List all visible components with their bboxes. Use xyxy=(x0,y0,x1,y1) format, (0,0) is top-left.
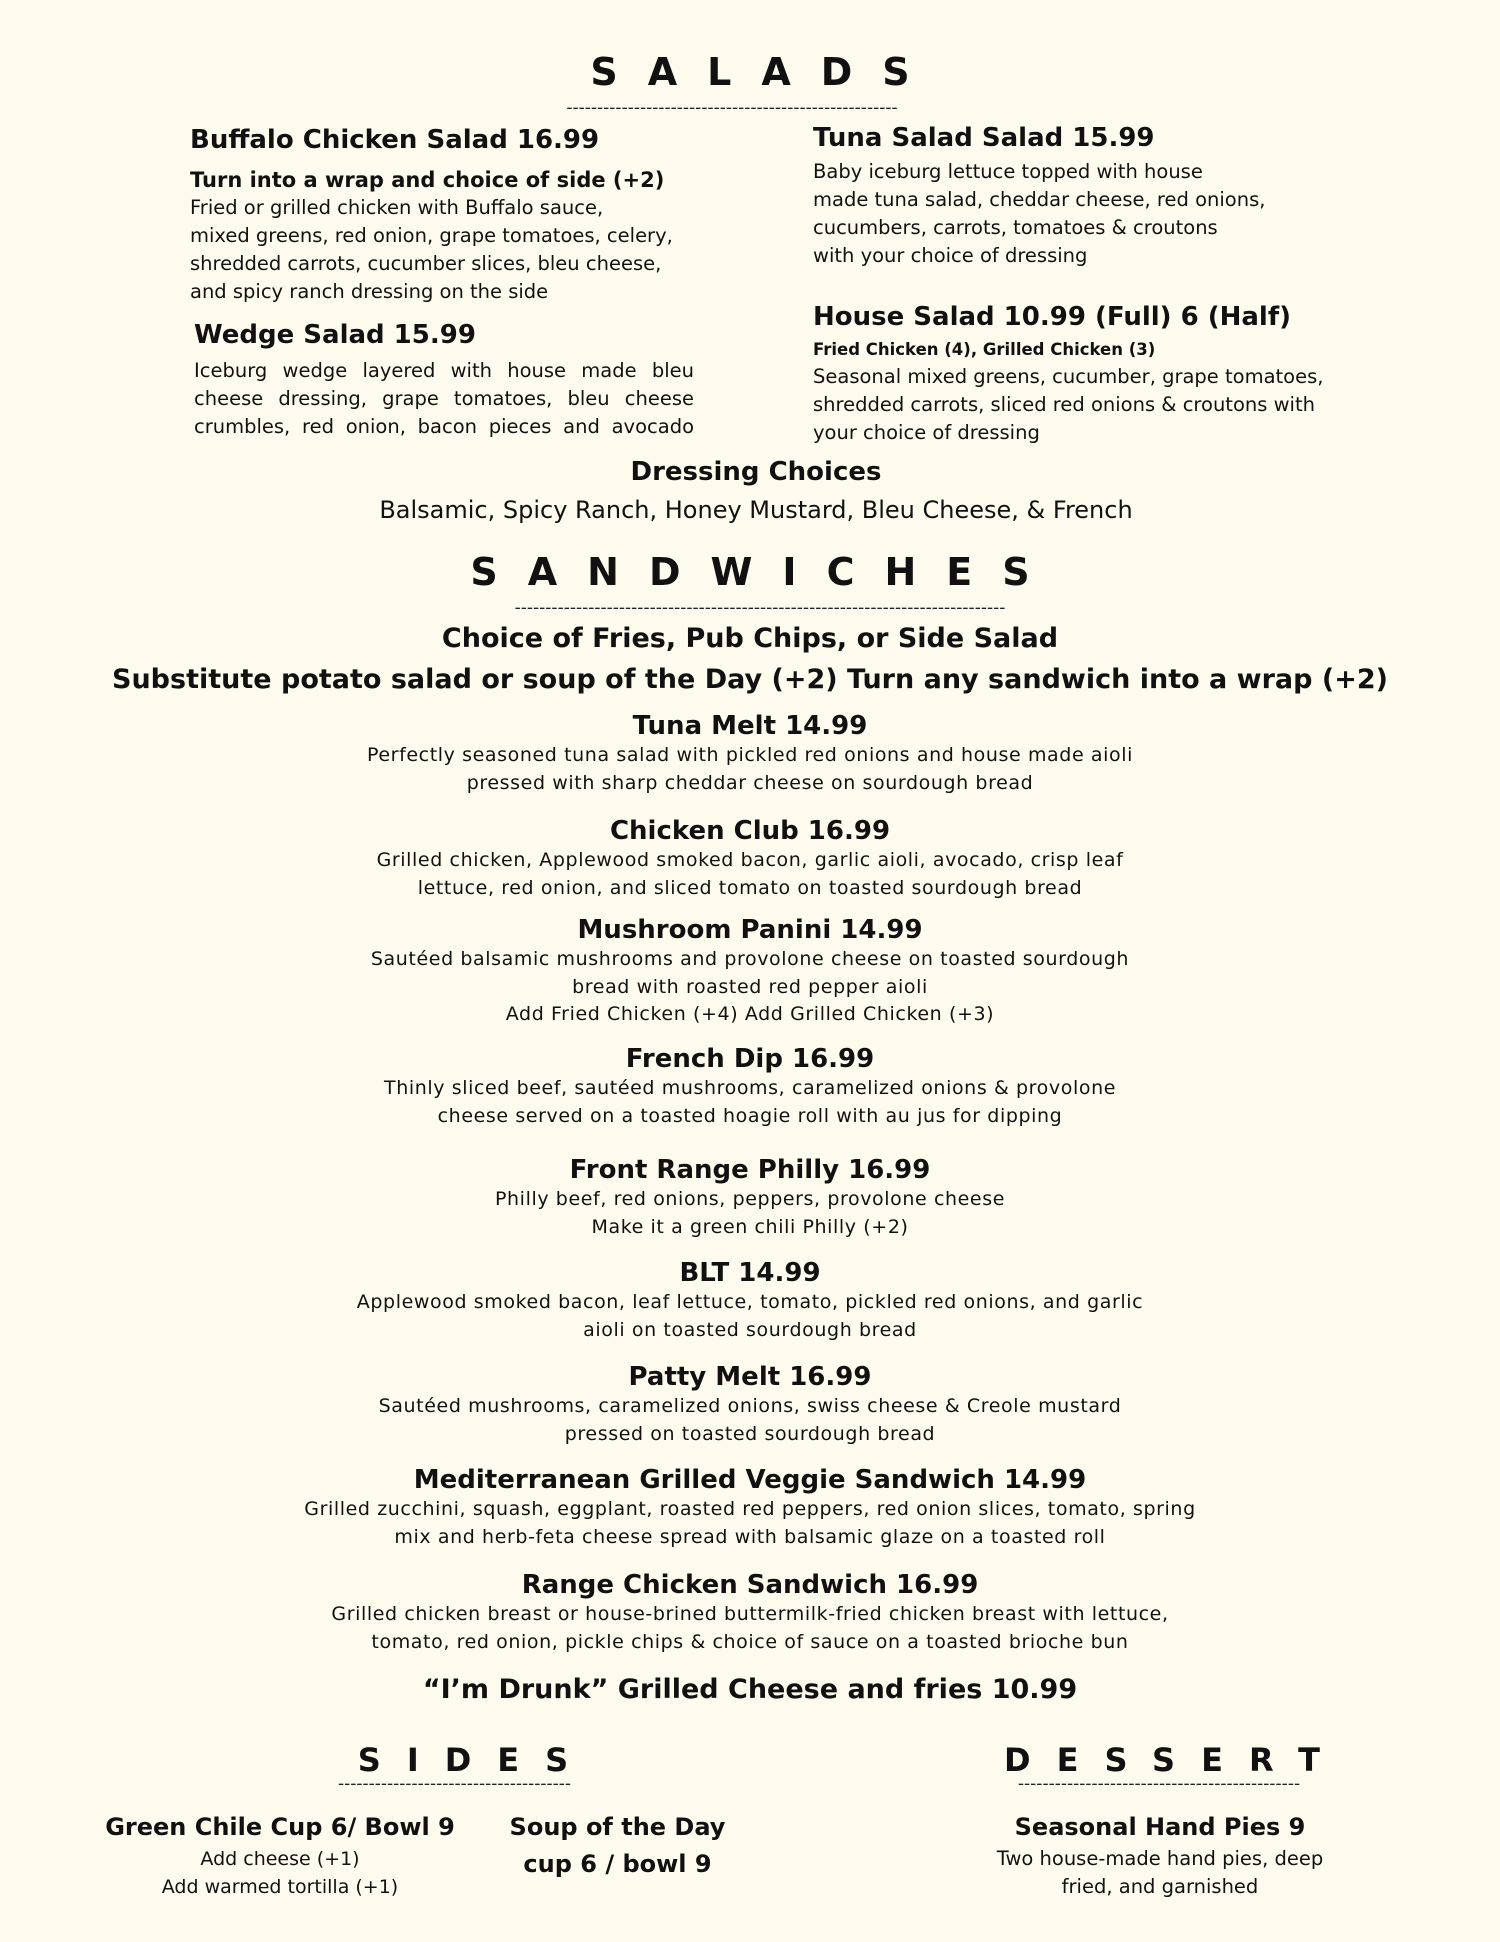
sandwich-range-chicken xyxy=(0,1569,1500,1656)
sandwich-desc-line: cheese served on a toasted hoagie roll with au jus for dipping xyxy=(437,1104,1063,1127)
salad-desc-line: cucumbers, carrots, tomatoes & croutons xyxy=(813,216,1218,239)
sandwich-desc-line: tomato, red onion, pickle chips & choice of sauce on a toasted brioche bun xyxy=(371,1630,1129,1653)
sandwich-desc-line: Add Fried Chicken (+4) Add Grilled Chicken (+3) xyxy=(505,1003,995,1025)
sandwich-desc-line: pressed with sharp cheddar cheese on sourdough bread xyxy=(466,771,1034,794)
side-name: Green Chile Cup 6/ Bowl 9 xyxy=(105,1813,455,1841)
sides-title: SIDES xyxy=(357,1741,595,1779)
sandwich-desc-line: Philly beef, red onions, peppers, provolone cheese xyxy=(494,1188,1006,1210)
sandwich-name: Mediterranean Grilled Veggie Sandwich 14.99 xyxy=(413,1465,1087,1495)
side-price: cup 6 / bowl 9 xyxy=(523,1850,712,1878)
sides-divider: -------------------------------------- xyxy=(337,1774,572,1794)
sandwich-name: Tuna Melt 14.99 xyxy=(632,711,868,741)
salad-desc-line: Iceburg wedge layered with house made bleu xyxy=(194,359,694,382)
dressing-list: Balsamic, Spicy Ranch, Honey Mustard, Bleu Cheese, & French xyxy=(379,496,1133,524)
sandwich-name: Chicken Club 16.99 xyxy=(609,816,891,846)
dessert-title: DESSERT xyxy=(1004,1741,1346,1779)
sandwich-mediterranean-veggie xyxy=(0,1464,1500,1551)
sandwich-front-range-philly xyxy=(0,1154,1500,1241)
sandwich-desc-line: Sautéed balsamic mushrooms and provolone cheese on toasted sourdough xyxy=(370,948,1130,970)
salad-sub: Turn into a wrap and choice of side (+2) xyxy=(190,168,665,192)
salad-desc-line: shredded carrots, cucumber slices, bleu cheese, xyxy=(190,252,662,275)
salad-name: House Salad 10.99 (Full) 6 (Half) xyxy=(813,302,1292,332)
sandwich-french-dip xyxy=(0,1043,1500,1130)
sandwich-patty-melt xyxy=(0,1361,1500,1448)
sandwich-desc-line: Grilled chicken breast or house-brined buttermilk-fried chicken breast with lettuce, xyxy=(331,1603,1169,1625)
sandwich-special-grilled-cheese: “I’m Drunk” Grilled Cheese and fries 10.99 xyxy=(422,1674,1078,1705)
sandwich-name: BLT 14.99 xyxy=(679,1258,821,1288)
sandwich-desc-line: Make it a green chili Philly (+2) xyxy=(591,1215,909,1238)
sandwich-name: Range Chicken Sandwich 16.99 xyxy=(521,1570,979,1600)
sandwich-name: Patty Melt 16.99 xyxy=(628,1362,872,1392)
dressing-title: Dressing Choices xyxy=(630,457,882,487)
salad-buffalo xyxy=(190,124,710,306)
dessert-desc-line: Two house-made hand pies, deep xyxy=(996,1847,1324,1870)
sandwich-desc-line: mix and herb-feta cheese spread with balsamic glaze on a toasted roll xyxy=(394,1525,1106,1548)
salad-tuna xyxy=(813,122,1373,270)
side-green-chile xyxy=(90,1811,470,1901)
side-name: Soup of the Day xyxy=(509,1813,726,1841)
sandwich-mushroom-panini xyxy=(0,914,1500,1029)
sandwiches-divider: -------------------------------------------------------------------------------- xyxy=(514,598,1006,618)
sandwich-desc-line: bread with roasted red pepper aioli xyxy=(572,975,928,998)
sandwich-desc-line: Thinly sliced beef, sautéed mushrooms, caramelized onions & provolone xyxy=(383,1077,1116,1099)
sandwich-desc-line: Sautéed mushrooms, caramelized onions, swiss cheese & Creole mustard xyxy=(378,1395,1122,1417)
salad-desc-line: shredded carrots, sliced red onions & croutons with xyxy=(813,393,1315,416)
salads-divider: ------------------------------------------------------ xyxy=(566,98,898,118)
sandwich-desc-line: Grilled zucchini, squash, eggplant, roasted red peppers, red onion slices, tomato, spring xyxy=(304,1498,1196,1520)
sandwich-name: Front Range Philly 16.99 xyxy=(569,1155,931,1185)
salad-desc-line: cheese dressing, grape tomatoes, bleu cheese xyxy=(194,387,694,410)
dessert-desc-line: fried, and garnished xyxy=(1061,1875,1259,1898)
salad-desc-line: and spicy ranch dressing on the side xyxy=(190,280,549,303)
sandwich-name: French Dip 16.99 xyxy=(625,1044,875,1074)
sandwiches-title: SANDWICHES xyxy=(470,550,1060,594)
sandwich-name: Mushroom Panini 14.99 xyxy=(577,915,923,945)
sandwich-side-note: Choice of Fries, Pub Chips, or Side Salad xyxy=(441,623,1059,654)
salad-desc-line: Seasonal mixed greens, cucumber, grape tomatoes, xyxy=(813,365,1324,388)
salad-name: Wedge Salad 15.99 xyxy=(194,320,476,350)
dessert-name: Seasonal Hand Pies 9 xyxy=(1014,1813,1306,1841)
sandwich-blt xyxy=(0,1257,1500,1344)
side-soup-of-the-day xyxy=(490,1809,745,1883)
salad-desc-line: crumbles, red onion, bacon pieces and avocado xyxy=(194,415,694,438)
dessert-divider: ---------------------------------------------- xyxy=(1017,1774,1301,1794)
salad-desc-line: Baby iceburg lettuce topped with house xyxy=(813,160,1203,183)
salad-house xyxy=(813,301,1413,447)
sandwich-desc-line: pressed on toasted sourdough bread xyxy=(564,1422,936,1445)
salads-title: SALADS xyxy=(590,50,940,94)
salad-desc-line: your choice of dressing xyxy=(813,421,1040,444)
sandwich-desc-line: aioli on toasted sourdough bread xyxy=(583,1318,917,1341)
sandwich-desc-line: Perfectly seasoned tuna salad with pickled red onions and house made aioli xyxy=(367,744,1133,766)
side-desc-line: Add cheese (+1) xyxy=(200,1848,360,1870)
side-desc-line: Add warmed tortilla (+1) xyxy=(161,1876,399,1898)
sandwich-desc-line: Applewood smoked bacon, leaf lettuce, tomato, pickled red onions, and garlic xyxy=(356,1291,1144,1313)
salad-name: Tuna Salad Salad 15.99 xyxy=(813,123,1155,153)
sandwich-desc-line: lettuce, red onion, and sliced tomato on toasted sourdough bread xyxy=(417,876,1083,899)
sandwich-desc-line: Grilled chicken, Applewood smoked bacon, garlic aioli, avocado, crisp leaf xyxy=(376,849,1124,871)
salad-desc-line: with your choice of dressing xyxy=(813,244,1088,267)
salad-desc-line: mixed greens, red onion, grape tomatoes, celery, xyxy=(190,224,673,247)
salad-wedge xyxy=(194,319,694,441)
salad-sub: Fried Chicken (4), Grilled Chicken (3) xyxy=(813,340,1156,359)
salad-name: Buffalo Chicken Salad 16.99 xyxy=(190,125,600,155)
sandwich-chicken-club xyxy=(0,815,1500,902)
sandwich-tuna-melt xyxy=(0,710,1500,797)
dessert-hand-pies xyxy=(940,1811,1380,1901)
sandwich-substitute-note: Substitute potato salad or soup of the Day (+2) Turn any sandwich into a wrap (+2) xyxy=(112,664,1388,695)
salad-desc-line: Fried or grilled chicken with Buffalo sauce, xyxy=(190,196,604,219)
salad-desc-line: made tuna salad, cheddar cheese, red onions, xyxy=(813,188,1266,211)
